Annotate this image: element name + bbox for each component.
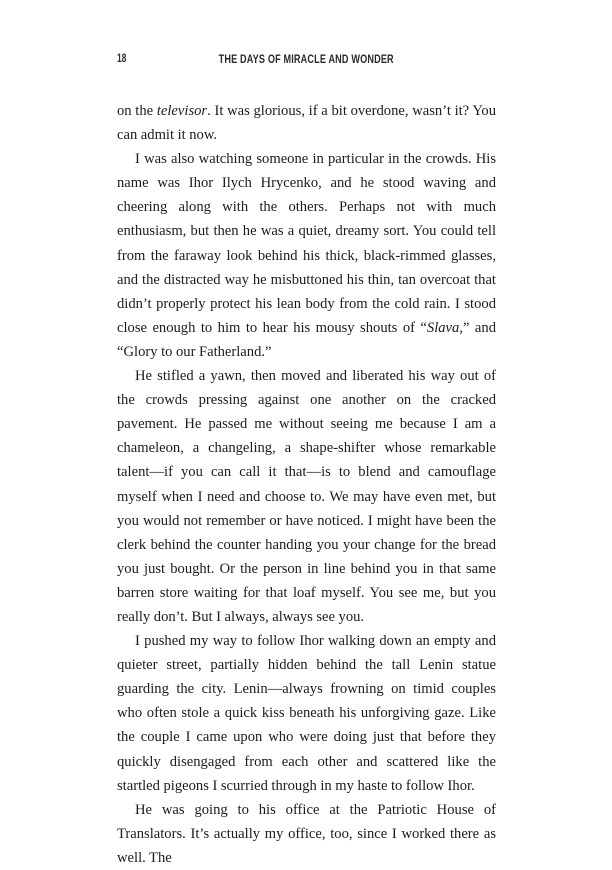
body-text-block bbox=[117, 99, 496, 870]
page-number: 18 bbox=[117, 53, 127, 65]
paragraph: I was also watching someone in particular in the crowds. His name was Ihor Ilych Hrycenko, and he stood waving and cheering along with the others. Perhaps not with much enthusiasm, but then he was a quiet, dreamy sort. You could tell from the faraway look behind his thick, black-rimmed glasses, and the distracted way he misbuttoned his thin, tan overcoat that didn’t properly protect his lean body from the cold rain. I stood close enough to him to hear his mousy shouts of “Slava,” and “Glory to our Fatherland.” bbox=[117, 151, 496, 360]
paragraph: on the televisor. It was glorious, if a bit overdone, wasn’t it? You can admit it now. bbox=[117, 103, 496, 144]
italic-term: Slava bbox=[426, 319, 460, 336]
italic-term: televisor bbox=[156, 103, 208, 119]
running-title-text: THE DAYS OF MIRACLE AND WONDER bbox=[218, 52, 394, 66]
paragraph: I pushed my way to follow Ihor walking down an empty and quieter street, partially hidden behind the tall Lenin statue guarding the city. Lenin—always frowning on timid couples who often stole a quick kiss beneath his unforgiving gaze. Like the couple I came upon who were doing just that before they quickly disengaged from each other and scattered like the startled pigeons I scurried through in my haste to follow Ihor. bbox=[117, 633, 496, 794]
paragraph: He was going to his office at the Patriotic House of Translators. It’s actually my office, too, since I worked there as well. The bbox=[117, 801, 496, 866]
running-title bbox=[117, 52, 495, 66]
running-head bbox=[117, 52, 495, 70]
paragraph: He stifled a yawn, then moved and liberated his way out of the crowds pressing against one another on the cracked pavement. He passed me without seeing me because I am a chameleon, a changeling, a shape-shifter whose remarkable talent—if you can call it that—is to blend and camouflage myself when I need and choose to. We may have even met, but you would not remember or have noticed. I might have been the clerk behind the counter handing you your change for the bread you just bought. Or the person in line behind you in that same barren store waiting for that loaf myself. You see me, but you really don’t. But I always, always see you. bbox=[117, 368, 496, 625]
